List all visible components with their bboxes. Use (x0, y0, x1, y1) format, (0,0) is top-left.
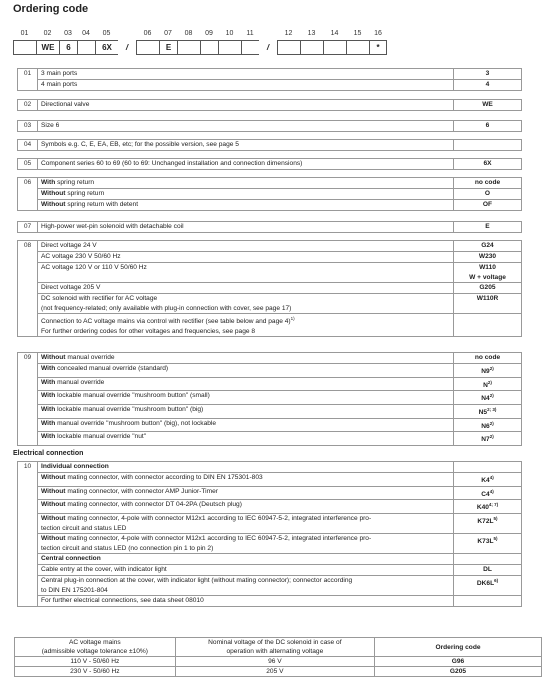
ordering-code-value: no code (474, 179, 501, 186)
table-09-manual-override (17, 352, 522, 446)
footnote-ref: 2) (487, 379, 492, 385)
table-row (18, 178, 522, 189)
code-position-number: 06 (143, 30, 152, 37)
code-box (218, 40, 241, 55)
table-04-symbols (17, 139, 522, 151)
row-text: Symbols e.g. C, E, EA, EB, etc; for the possible version, see page 5 (41, 141, 239, 148)
table-row (18, 252, 522, 263)
row-description (38, 534, 454, 554)
row-bold-text: Without (41, 354, 66, 361)
table-05-component-series (17, 158, 522, 170)
code-box: WE (36, 40, 59, 55)
ordering-code-value: N6 (481, 422, 490, 430)
row-text: spring return with detent (65, 201, 139, 208)
row-ordering-code (454, 178, 522, 189)
row-text: AC voltage 230 V 50/60 Hz (41, 253, 121, 260)
row-bold-text: Without (41, 474, 66, 481)
ordering-code-strip (13, 30, 387, 55)
row-ordering-code (454, 200, 522, 211)
code-position-number: 08 (184, 30, 193, 37)
row-ordering-code (454, 189, 522, 200)
row-number (18, 391, 38, 405)
row-bold-text: Without (41, 201, 66, 208)
code-box (300, 40, 323, 55)
ordering-code-value: W110R (476, 295, 499, 302)
row-number: 03 (18, 121, 38, 132)
row-number (18, 283, 38, 294)
code-position-number: 02 (43, 30, 52, 37)
row-ordering-code (454, 140, 522, 151)
ordering-code-value: W110 (479, 264, 496, 271)
row-text: mating connector, with connector according to DIN EN 175301-803 (65, 474, 263, 481)
row-bold-text: Without (41, 535, 66, 543)
table-row (18, 486, 522, 500)
row-text: AC voltage 120 V or 110 V 50/60 Hz (41, 264, 147, 271)
row-description (38, 178, 454, 189)
row-bold-text: With (41, 419, 56, 427)
code-position-number: 03 (64, 30, 72, 37)
row-text: Direct voltage 24 V (41, 242, 97, 249)
row-description (38, 596, 454, 607)
row-text: High-power wet-pin solenoid with detachable coil (41, 223, 184, 230)
table-07-solenoid (17, 221, 522, 233)
table-02-directional-valve (17, 99, 522, 111)
table-row (18, 121, 522, 132)
code-box (323, 40, 346, 55)
ordering-code-value: no code (474, 354, 501, 361)
row-text-line2: For further ordering codes for other voltages and frequencies, see page 8 (41, 327, 256, 335)
code-position-number: 09 (205, 30, 213, 37)
footnote-ref: 4; 7) (488, 502, 499, 508)
cell-nominal-voltage: 96 V (175, 657, 374, 667)
row-bold-text: With (41, 378, 56, 386)
ordering-code-value: O (484, 190, 491, 197)
row-bold-text: With (41, 406, 56, 414)
row-bold-text: With (41, 365, 56, 372)
row-number: 04 (18, 140, 38, 151)
row-number (18, 263, 38, 283)
row-bold-text: Individual connection (41, 463, 109, 470)
table-row (18, 263, 522, 283)
table-row (18, 534, 522, 554)
row-text: lockable manual override "nut" (55, 433, 147, 441)
table-row (18, 283, 522, 294)
row-number: 09 (18, 353, 38, 364)
ordering-code-value-line2: W + voltage (469, 273, 506, 281)
row-text: manual override "mushroom button" (big), not lockable (55, 419, 217, 427)
table-06-spring-return (17, 177, 522, 211)
row-number (18, 500, 38, 514)
code-position-number: 14 (330, 30, 339, 37)
cell-ordering-code: G205 (375, 667, 542, 677)
code-position-number: 07 (164, 30, 172, 37)
row-ordering-code (454, 473, 522, 487)
footnote-ref: 4) (489, 475, 494, 480)
row-ordering-code (454, 314, 522, 337)
code-box (200, 40, 218, 55)
row-description (38, 486, 454, 500)
code-position-number: 11 (246, 30, 254, 37)
cell-ac-voltage: 230 V - 50/60 Hz (15, 667, 176, 677)
row-description (38, 462, 454, 473)
table-row (18, 222, 522, 233)
row-bold-text: Without (41, 487, 66, 495)
row-text: Size 6 (41, 122, 60, 129)
ordering-code-value: N7 (481, 436, 490, 444)
row-number: 06 (18, 178, 38, 189)
row-description (38, 353, 454, 364)
row-text: manual override (65, 354, 115, 361)
table-row (18, 189, 522, 200)
row-description (38, 159, 454, 170)
table-row (18, 377, 522, 391)
row-text: mating connector, with connector DT 04-2PA (Deutsch plug) (65, 501, 242, 509)
table-row (18, 554, 522, 565)
footnote-ref: 6) (494, 578, 499, 584)
code-boxes (13, 40, 387, 55)
row-number (18, 565, 38, 576)
row-description (38, 432, 454, 446)
row-text: mating connector, 4-pole with connector M12x1 according to IEC 60947-5-2, integrated interference pro- (65, 535, 372, 543)
code-position-number: 01 (20, 30, 29, 37)
row-ordering-code (454, 69, 522, 80)
page-title: Ordering code (13, 3, 89, 15)
row-ordering-code (454, 121, 522, 132)
row-description (38, 565, 454, 576)
table-row (18, 418, 522, 432)
code-position-numbers (13, 30, 387, 39)
row-number (18, 200, 38, 211)
row-description (38, 69, 454, 80)
code-position-number: 13 (307, 30, 316, 37)
col-ac-voltage-line2: (admissible voltage tolerance ±10%) (41, 648, 148, 655)
row-number (18, 314, 38, 337)
footnote-ref: 4) (489, 488, 494, 494)
voltage-table (14, 637, 542, 677)
row-number: 02 (18, 100, 38, 111)
col-ac-voltage-header (15, 638, 176, 657)
code-box (136, 40, 159, 55)
cell-ordering-code: G96 (375, 657, 542, 667)
row-text: Component series 60 to 69 (60 to 69: Unchanged installation and connection dimensions) (41, 160, 303, 167)
row-description (38, 283, 454, 294)
code-box: 6 (59, 40, 77, 55)
row-text: lockable manual override "mushroom button" (small) (55, 392, 210, 400)
row-number (18, 554, 38, 565)
ordering-code-value: 6 (485, 122, 490, 129)
row-ordering-code (454, 100, 522, 111)
code-position-number: 16 (374, 30, 382, 37)
row-description (38, 222, 454, 233)
row-description (38, 294, 454, 314)
table-row (18, 391, 522, 405)
row-number: 10 (18, 462, 38, 473)
ordering-code-value: DK6L (476, 580, 495, 588)
table-row (18, 462, 522, 473)
row-bold-text: Central connection (41, 555, 101, 563)
ordering-code-value: WE (482, 101, 493, 108)
code-position-number: 12 (284, 30, 293, 37)
row-number (18, 189, 38, 200)
row-ordering-code (454, 252, 522, 263)
row-description (38, 473, 454, 487)
row-text: spring return (55, 179, 95, 186)
row-number (18, 80, 38, 91)
row-number (18, 486, 38, 500)
row-ordering-code (454, 554, 522, 565)
table-row (18, 80, 522, 91)
ordering-code-value: E (485, 223, 490, 230)
row-bold-text: With (41, 179, 56, 186)
code-position-number (118, 30, 136, 39)
table-row (18, 364, 522, 378)
ordering-code-value: K72L (477, 518, 494, 526)
table-row (18, 565, 522, 576)
table-row (18, 159, 522, 170)
footnote-ref: 5) (493, 536, 498, 542)
row-text: spring return (65, 190, 105, 197)
row-ordering-code (454, 432, 522, 446)
code-position-number: 04 (82, 30, 90, 37)
row-ordering-code (454, 534, 522, 554)
table-10-electrical-connection (17, 461, 522, 607)
row-ordering-code (454, 596, 522, 607)
table-03-size (17, 120, 522, 132)
col-nominal-voltage-header (175, 638, 374, 657)
row-bold-text: Without (41, 190, 66, 197)
footnote-ref: 2; 3) (487, 407, 497, 413)
ordering-code-value: N (483, 381, 488, 389)
row-number (18, 514, 38, 534)
row-number: 07 (18, 222, 38, 233)
footnote-ref: 1) (290, 316, 295, 321)
row-description (38, 377, 454, 391)
row-description (38, 189, 454, 200)
table-row (18, 353, 522, 364)
row-text: manual override (55, 378, 105, 386)
row-description (38, 418, 454, 432)
code-box (241, 40, 259, 55)
row-description (38, 140, 454, 151)
table-row (18, 473, 522, 487)
row-ordering-code (454, 514, 522, 534)
ordering-code-value: G205 (479, 284, 496, 291)
row-ordering-code (454, 500, 522, 514)
row-ordering-code (454, 353, 522, 364)
code-position-number: 15 (353, 30, 362, 37)
row-number (18, 432, 38, 446)
row-number: 05 (18, 159, 38, 170)
row-text: lockable manual override "mushroom button" (big) (55, 406, 204, 414)
row-bold-text: Without (41, 515, 66, 523)
ordering-code-value: 4 (485, 81, 490, 88)
row-ordering-code (454, 159, 522, 170)
row-text: For further electrical connections, see data sheet 08010 (41, 597, 204, 605)
row-text: mating connector, with connector AMP Junior-Timer (65, 487, 218, 495)
table-row (18, 314, 522, 337)
ordering-code-value: OF (482, 201, 493, 208)
row-description (38, 500, 454, 514)
row-text: Connection to AC voltage mains via control with rectifier (see table below and page 4) (41, 318, 291, 326)
col-nominal-voltage-line1: Nominal voltage of the DC solenoid in case of (208, 639, 342, 646)
table-08-voltage (17, 240, 522, 337)
row-number (18, 534, 38, 554)
row-description (38, 554, 454, 565)
ordering-code-value: W230 (478, 253, 497, 260)
row-ordering-code (454, 462, 522, 473)
code-separator: / (125, 43, 129, 52)
row-ordering-code (454, 576, 522, 596)
row-text: Directional valve (41, 101, 90, 108)
table-row (18, 514, 522, 534)
table-row (18, 405, 522, 419)
code-box: * (369, 40, 387, 55)
code-position-number: 10 (225, 30, 234, 37)
row-ordering-code (454, 391, 522, 405)
row-number (18, 405, 38, 419)
code-box (77, 40, 95, 55)
ordering-code-value: DL (483, 566, 492, 574)
row-text: 4 main ports (41, 81, 78, 88)
row-number: 01 (18, 69, 38, 80)
row-text: Central plug-in connection at the cover, with indicator light (without mating connector); connector according (41, 577, 353, 585)
ordering-code-value: 3 (485, 70, 490, 77)
code-box (177, 40, 200, 55)
table-row (18, 140, 522, 151)
row-bold-text: With (41, 433, 56, 441)
code-position-number (259, 30, 277, 39)
row-number (18, 294, 38, 314)
ordering-code-value: K73L (477, 538, 494, 546)
table-row (18, 294, 522, 314)
row-ordering-code (454, 283, 522, 294)
voltage-table-row (15, 657, 542, 667)
row-description (38, 263, 454, 283)
ordering-code-value: N5 (478, 409, 488, 417)
row-description (38, 514, 454, 534)
row-number (18, 377, 38, 391)
col-ordering-code-header: Ordering code (375, 638, 542, 657)
code-box: E (159, 40, 177, 55)
row-ordering-code (454, 263, 522, 283)
row-number (18, 418, 38, 432)
ordering-code-value: 6X (483, 160, 492, 167)
row-ordering-code (454, 364, 522, 378)
table-row (18, 500, 522, 514)
row-number: 08 (18, 241, 38, 252)
code-box: 6X (95, 40, 118, 55)
footnote-ref: 2) (489, 420, 494, 426)
ordering-code-value: C4 (481, 490, 490, 498)
code-separator: / (266, 43, 270, 52)
footnote-ref: 5) (493, 516, 498, 522)
row-ordering-code (454, 405, 522, 419)
row-description (38, 80, 454, 91)
table-row (18, 241, 522, 252)
table-01-main-ports (17, 68, 522, 91)
row-ordering-code (454, 222, 522, 233)
row-description (38, 314, 454, 337)
row-text-line2: to DIN EN 175201-804 (41, 586, 108, 594)
row-description (38, 405, 454, 419)
row-text: Cable entry at the cover, with indicator light (41, 566, 167, 574)
row-text-line2: tection circuit and status LED (no connection pin 1 to pin 2) (41, 544, 214, 552)
footnote-ref: 2) (489, 434, 494, 440)
row-ordering-code (454, 377, 522, 391)
row-description (38, 121, 454, 132)
row-description (38, 364, 454, 378)
table-row (18, 200, 522, 211)
table-row (18, 576, 522, 596)
code-box (13, 40, 36, 55)
footnote-ref: 2) (489, 393, 494, 399)
row-text: Direct voltage 205 V (41, 284, 101, 291)
electrical-connection-heading: Electrical connection (13, 450, 84, 457)
row-ordering-code (454, 241, 522, 252)
row-text-line2: (not frequency-related; only available with plug-in connection with cover, see page 17) (41, 304, 292, 312)
code-box (346, 40, 369, 55)
cell-nominal-voltage: 205 V (175, 667, 374, 677)
ordering-code-value: K4 (481, 477, 490, 485)
row-ordering-code (454, 80, 522, 91)
code-box (277, 40, 300, 55)
row-number (18, 596, 38, 607)
row-number (18, 252, 38, 263)
footnote-ref: 2) (489, 366, 494, 371)
row-number (18, 576, 38, 596)
row-ordering-code (454, 565, 522, 576)
row-description (38, 241, 454, 252)
row-bold-text: Without (41, 501, 66, 509)
col-ac-voltage-line1: AC voltage mains (69, 639, 121, 646)
table-row (18, 100, 522, 111)
row-text: mating connector, 4-pole with connector M12x1 according to IEC 60947-5-2, integrated interference pro- (65, 515, 372, 523)
ordering-code-value: G24 (481, 242, 494, 249)
row-description (38, 200, 454, 211)
table-row (18, 69, 522, 80)
table-row (18, 432, 522, 446)
row-number (18, 473, 38, 487)
row-ordering-code (454, 486, 522, 500)
row-description (38, 576, 454, 596)
row-description (38, 100, 454, 111)
voltage-table-header (15, 638, 542, 657)
ordering-code-value: N4 (481, 395, 490, 403)
cell-ac-voltage: 110 V - 50/60 Hz (15, 657, 176, 667)
row-text: concealed manual override (standard) (55, 365, 169, 372)
row-text: 3 main ports (41, 70, 78, 77)
ordering-code-value: N9 (481, 368, 490, 376)
row-ordering-code (454, 418, 522, 432)
voltage-table-row (15, 667, 542, 677)
table-row (18, 596, 522, 607)
row-text: DC solenoid with rectifier for AC voltage (41, 295, 158, 302)
row-text-line2: tection circuit and status LED (41, 524, 127, 532)
col-nominal-voltage-line2: operation with alternating voltage (226, 648, 324, 655)
row-number (18, 364, 38, 378)
row-ordering-code (454, 294, 522, 314)
row-description (38, 391, 454, 405)
ordering-code-value: K40 (476, 504, 489, 512)
row-bold-text: With (41, 392, 56, 400)
code-position-number: 05 (102, 30, 111, 37)
row-description (38, 252, 454, 263)
